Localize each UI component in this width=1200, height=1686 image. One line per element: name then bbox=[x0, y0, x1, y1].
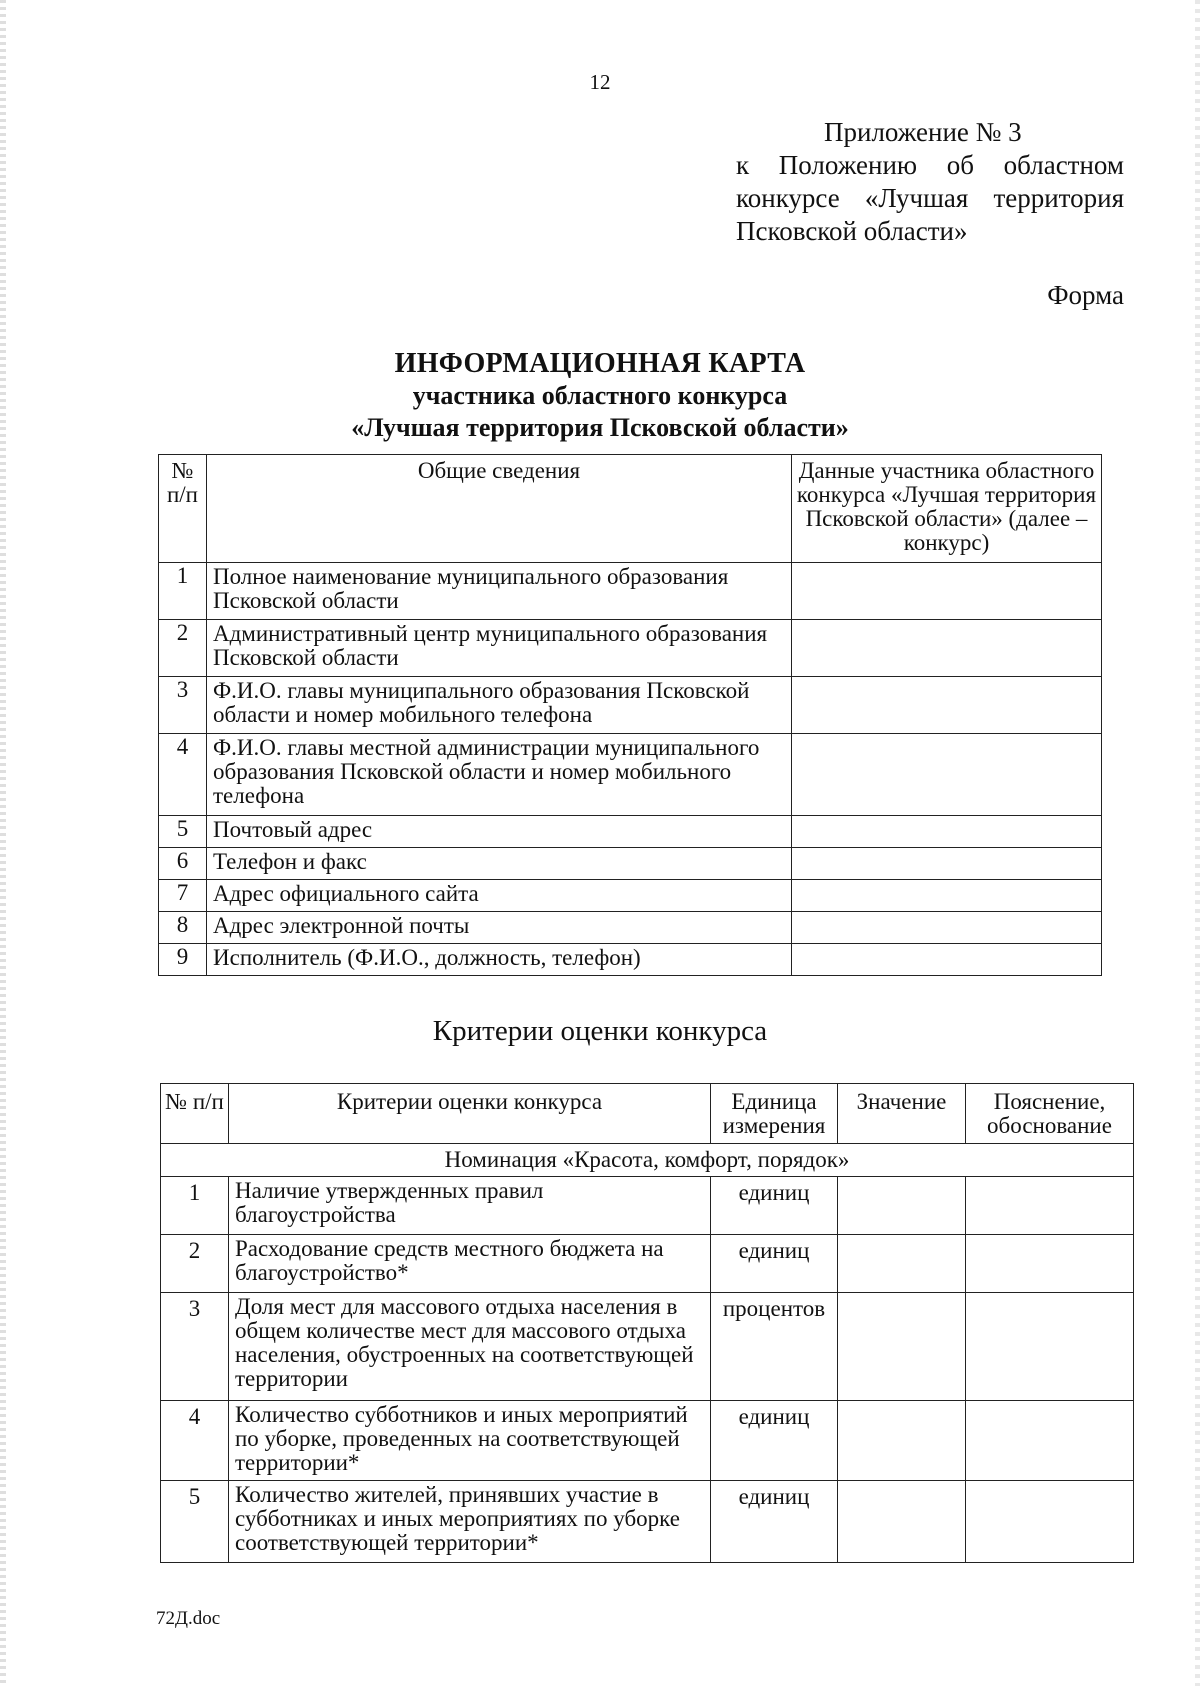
table-row bbox=[161, 1481, 1134, 1563]
page-number: 12 bbox=[589, 70, 611, 94]
row-unit: процентов bbox=[711, 1293, 838, 1401]
row-num: 5 bbox=[159, 816, 207, 848]
row-num: 1 bbox=[161, 1177, 229, 1235]
row-input-cell[interactable] bbox=[792, 620, 1102, 677]
row-explanation-cell[interactable] bbox=[966, 1177, 1134, 1235]
row-num: 4 bbox=[159, 734, 207, 816]
appendix-line-2: к Положению об областном bbox=[736, 150, 1124, 180]
table-row bbox=[161, 1177, 1134, 1235]
row-criterion: Наличие утвержденных правил благоустройства bbox=[229, 1177, 711, 1235]
row-criterion: Количество субботников и иных мероприятий по уборке, проведенных на соответствующей территории* bbox=[229, 1401, 711, 1481]
header-participant-data: Данные участника областного конкурса «Лучшая территория Псковской области» (далее – конкурс) bbox=[792, 455, 1102, 563]
row-text: Исполнитель (Ф.И.О., должность, телефон) bbox=[207, 944, 792, 976]
row-text: Телефон и факс bbox=[207, 848, 792, 880]
appendix-line-3: конкурсе «Лучшая территория bbox=[736, 183, 1124, 213]
criteria-table-header-row bbox=[161, 1084, 1134, 1144]
table-row bbox=[159, 677, 1102, 734]
table-row bbox=[159, 880, 1102, 912]
criteria-table bbox=[160, 1083, 1134, 1563]
row-criterion: Расходование средств местного бюджета на благоустройство* bbox=[229, 1235, 711, 1293]
row-num: 7 bbox=[159, 880, 207, 912]
appendix-line-4: Псковской области» bbox=[736, 216, 968, 246]
row-num: 2 bbox=[159, 620, 207, 677]
header-unit: Единица измерения bbox=[711, 1084, 838, 1144]
row-input-cell[interactable] bbox=[792, 677, 1102, 734]
row-text: Полное наименование муниципального образования Псковской области bbox=[207, 563, 792, 620]
info-card-table bbox=[158, 454, 1102, 976]
row-num: 9 bbox=[159, 944, 207, 976]
table-row bbox=[161, 1235, 1134, 1293]
table-row bbox=[159, 944, 1102, 976]
row-text: Ф.И.О. главы местной администрации муниципального образования Псковской области и номер мобильного телефона bbox=[207, 734, 792, 816]
appendix-line-1: Приложение № 3 bbox=[824, 117, 1022, 147]
row-unit: единиц bbox=[711, 1401, 838, 1481]
nomination-row bbox=[161, 1144, 1134, 1177]
table-row bbox=[161, 1401, 1134, 1481]
criteria-heading: Критерии оценки конкурса bbox=[432, 1015, 768, 1047]
row-unit: единиц bbox=[711, 1481, 838, 1563]
row-num: 1 bbox=[159, 563, 207, 620]
table-row bbox=[159, 563, 1102, 620]
row-explanation-cell[interactable] bbox=[966, 1293, 1134, 1401]
title-line-1: ИНФОРМАЦИОННАЯ КАРТА bbox=[394, 348, 806, 379]
header-explanation: Пояснение, обоснование bbox=[966, 1084, 1134, 1144]
row-input-cell[interactable] bbox=[792, 563, 1102, 620]
row-explanation-cell[interactable] bbox=[966, 1401, 1134, 1481]
row-text: Ф.И.О. главы муниципального образования Псковской области и номер мобильного телефона bbox=[207, 677, 792, 734]
row-text: Почтовый адрес bbox=[207, 816, 792, 848]
row-criterion: Количество жителей, принявших участие в субботниках и иных мероприятиях по уборке соответствующей территории* bbox=[229, 1481, 711, 1563]
table-row bbox=[159, 620, 1102, 677]
row-text: Административный центр муниципального образования Псковской области bbox=[207, 620, 792, 677]
title-line-3: «Лучшая территория Псковской области» bbox=[351, 413, 849, 442]
row-explanation-cell[interactable] bbox=[966, 1481, 1134, 1563]
row-input-cell[interactable] bbox=[792, 912, 1102, 944]
row-value-cell[interactable] bbox=[838, 1177, 966, 1235]
row-unit: единиц bbox=[711, 1235, 838, 1293]
row-text: Адрес официального сайта bbox=[207, 880, 792, 912]
table-row bbox=[159, 848, 1102, 880]
nomination-title: Номинация «Красота, комфорт, порядок» bbox=[161, 1144, 1134, 1177]
row-num: 3 bbox=[159, 677, 207, 734]
row-unit: единиц bbox=[711, 1177, 838, 1235]
row-input-cell[interactable] bbox=[792, 944, 1102, 976]
row-num: 3 bbox=[161, 1293, 229, 1401]
title-line-2: участника областного конкурса bbox=[412, 381, 788, 410]
document-filename: 72Д.doc bbox=[156, 1608, 221, 1629]
row-value-cell[interactable] bbox=[838, 1481, 966, 1563]
table-row bbox=[161, 1293, 1134, 1401]
row-input-cell[interactable] bbox=[792, 816, 1102, 848]
header-value: Значение bbox=[838, 1084, 966, 1144]
header-num: № п/п bbox=[161, 1084, 229, 1144]
header-num: № п/п bbox=[159, 455, 207, 563]
form-label: Форма bbox=[1047, 280, 1124, 310]
row-criterion: Доля мест для массового отдыха населения в общем количестве мест для массового отдыха населения, обустроенных на соответствующей территории bbox=[229, 1293, 711, 1401]
scan-edge-left bbox=[0, 0, 6, 1686]
info-table-header-row bbox=[159, 455, 1102, 563]
row-value-cell[interactable] bbox=[838, 1293, 966, 1401]
document-title bbox=[0, 348, 1200, 444]
row-value-cell[interactable] bbox=[838, 1235, 966, 1293]
row-num: 6 bbox=[159, 848, 207, 880]
row-explanation-cell[interactable] bbox=[966, 1235, 1134, 1293]
header-criteria: Критерии оценки конкурса bbox=[229, 1084, 711, 1144]
row-input-cell[interactable] bbox=[792, 880, 1102, 912]
appendix-note bbox=[736, 116, 1124, 248]
row-text: Адрес электронной почты bbox=[207, 912, 792, 944]
row-num: 8 bbox=[159, 912, 207, 944]
header-general: Общие сведения bbox=[207, 455, 792, 563]
table-row bbox=[159, 816, 1102, 848]
row-num: 2 bbox=[161, 1235, 229, 1293]
row-num: 4 bbox=[161, 1401, 229, 1481]
scan-edge-right bbox=[1195, 0, 1200, 1686]
table-row bbox=[159, 734, 1102, 816]
row-input-cell[interactable] bbox=[792, 734, 1102, 816]
row-input-cell[interactable] bbox=[792, 848, 1102, 880]
row-num: 5 bbox=[161, 1481, 229, 1563]
table-row bbox=[159, 912, 1102, 944]
row-value-cell[interactable] bbox=[838, 1401, 966, 1481]
